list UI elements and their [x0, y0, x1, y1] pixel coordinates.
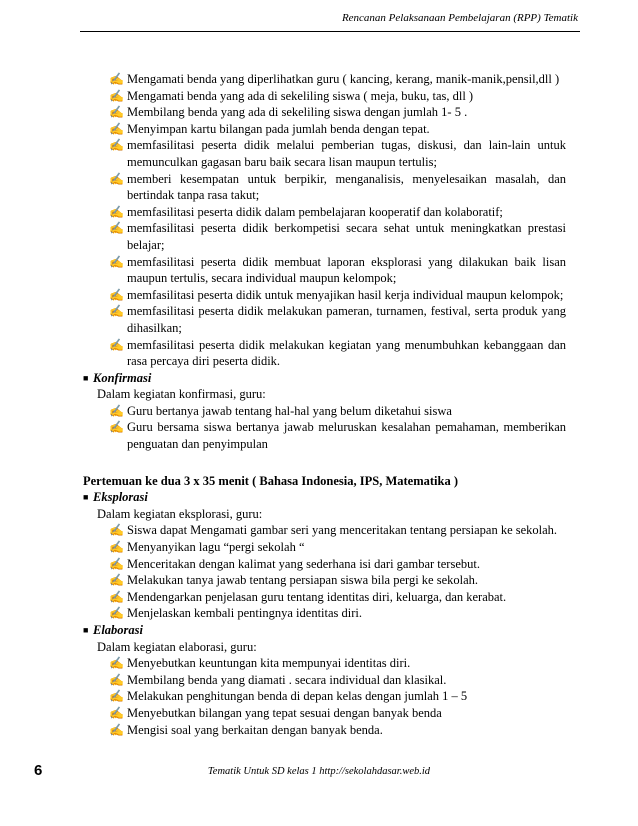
list-item — [83, 71, 566, 88]
list-item — [83, 589, 566, 606]
list-item-text: Melakukan penghitungan benda di depan kelas dengan jumlah 1 – 5 — [127, 689, 468, 704]
pen-bullet-icon: ✍ — [109, 556, 124, 571]
konfirmasi-intro: Dalam kegiatan konfirmasi, guru: — [97, 387, 266, 402]
list-item-text: Menyanyikan lagu “pergi sekolah “ — [127, 540, 305, 555]
list-item-text: Menceritakan dengan kalimat yang sederhana isi dari gambar tersebut. — [127, 556, 480, 571]
pen-bullet-icon: ✍ — [109, 573, 124, 588]
list-item-text: Guru bersama siswa bertanya jawab meluruskan kesalahan pemahaman, memberikan penguatan dan penyimpulan — [127, 420, 566, 452]
pen-bullet-icon: ✍ — [109, 287, 124, 302]
list-item-text: Menyimpan kartu bilangan pada jumlah benda dengan tepat. — [127, 121, 430, 136]
list-item — [83, 722, 566, 739]
list-item-text: Menjelaskan kembali pentingnya identitas diri. — [127, 606, 363, 621]
list-item-text: Menyebutkan keuntungan kita mempunyai identitas diri. — [127, 656, 411, 671]
pen-bullet-icon: ✍ — [109, 589, 124, 604]
pen-bullet-icon: ✍ — [109, 138, 124, 153]
list-item-text: memfasilitasi peserta didik melakukan kegiatan yang menumbuhkan kebanggaan dan rasa percaya diri peserta didik. — [127, 337, 566, 369]
list-item-text: memfasilitasi peserta didik berkompetisi secara sehat untuk meningkatkan prestasi belajar; — [127, 221, 566, 252]
list-item-text: Guru bertanya jawab tentang hal-hal yang belum diketahui siswa — [127, 403, 452, 418]
header-rule — [80, 31, 580, 32]
list-item — [83, 337, 566, 370]
list-item — [83, 655, 566, 672]
pen-bullet-icon: ✍ — [109, 204, 124, 219]
list-item — [83, 705, 566, 722]
list-item-text: Mengamati benda yang ada di sekeliling siswa ( meja, buku, tas, dll ) — [127, 88, 474, 103]
page-number: 6 — [34, 762, 43, 779]
pen-bullet-icon: ✍ — [109, 254, 124, 269]
list-item-text: memberi kesempatan untuk berpikir, menganalisis, menyelesaikan masalah, dan bertindak tanpa rasa takut; — [127, 171, 566, 203]
konfirmasi-label: Konfirmasi — [93, 370, 152, 385]
page-content — [83, 71, 566, 738]
activity-list — [83, 71, 566, 370]
pen-bullet-icon: ✍ — [109, 722, 124, 737]
list-item — [83, 688, 566, 705]
footer-text: Tematik Untuk SD kelas 1 http://sekolahdasar.web.id — [207, 766, 431, 777]
pen-bullet-icon: ✍ — [109, 705, 124, 720]
list-item-text: Membilang benda yang ada di sekeliling siswa dengan jumlah 1- 5 . — [127, 105, 468, 120]
list-item — [83, 220, 566, 253]
list-item — [83, 605, 566, 622]
pen-bullet-icon: ✍ — [109, 540, 124, 555]
list-item — [83, 539, 566, 556]
pen-bullet-icon: ✍ — [109, 656, 124, 671]
list-item — [83, 204, 566, 221]
running-header: Rencanan Pelaksanaan Pembelajaran (RPP) Tematik — [341, 12, 578, 24]
list-item — [83, 121, 566, 138]
list-item-text: Mendengarkan penjelasan guru tentang identitas diri, keluarga, dan kerabat. — [127, 589, 507, 604]
pen-bullet-icon: ✍ — [109, 672, 124, 687]
pen-bullet-icon: ✍ — [109, 105, 124, 120]
pen-bullet-icon: ✍ — [109, 88, 124, 103]
list-item — [83, 303, 566, 336]
list-item-text: memfasilitasi peserta didik untuk menyajikan hasil kerja individual maupun kelompok; — [127, 287, 564, 302]
list-item-text: memfasilitasi peserta didik melakukan pameran, turnamen, festival, serta produk yang dihasilkan; — [127, 304, 566, 335]
list-item-text: memfasilitasi peserta didik dalam pembelajaran kooperatif dan kolaboratif; — [127, 204, 503, 219]
list-item — [83, 137, 566, 170]
list-item — [83, 419, 566, 452]
square-bullet-icon: ■ — [83, 492, 89, 503]
pen-bullet-icon: ✍ — [109, 420, 124, 435]
meeting-title: Pertemuan ke dua 3 x 35 menit ( Bahasa Indonesia, IPS, Matematika ) — [83, 473, 459, 488]
list-item — [83, 522, 566, 539]
list-item — [83, 572, 566, 589]
eksplorasi-list — [83, 522, 566, 622]
pen-bullet-icon: ✍ — [109, 523, 124, 538]
eksplorasi-label: Eksplorasi — [93, 490, 148, 505]
list-item-text: Melakukan tanya jawab tentang persiapan siswa bila pergi ke sekolah. — [127, 573, 479, 588]
list-item-text: Siswa dapat Mengamati gambar seri yang menceritakan tentang persiapan ke sekolah. — [127, 523, 558, 538]
list-item-text: memfasilitasi peserta didik melalui pemberian tugas, diskusi, dan lain-lain untuk memunculkan gagasan baru baik secara lisan maupun tertulis; — [127, 138, 566, 169]
elaborasi-intro: Dalam kegiatan elaborasi, guru: — [97, 639, 257, 654]
pen-bullet-icon: ✍ — [109, 171, 124, 186]
list-item — [83, 672, 566, 689]
elaborasi-label: Elaborasi — [93, 623, 144, 637]
eksplorasi-intro: Dalam kegiatan eksplorasi, guru: — [97, 506, 263, 521]
list-item-text: Menyebutkan bilangan yang tepat sesuai dengan banyak benda — [127, 705, 442, 720]
pen-bullet-icon: ✍ — [109, 403, 124, 418]
square-bullet-icon: ■ — [83, 372, 89, 383]
konfirmasi-list — [83, 403, 566, 453]
pen-bullet-icon: ✍ — [109, 304, 124, 319]
list-item-text: Membilang benda yang diamati . secara individual dan klasikal. — [127, 672, 447, 687]
list-item-text: Mengamati benda yang diperlihatkan guru ( kancing, kerang, manik-manik,pensil,dll ) — [127, 72, 560, 86]
list-item — [83, 171, 566, 204]
list-item — [83, 104, 566, 121]
elaborasi-list — [83, 655, 566, 738]
pen-bullet-icon: ✍ — [109, 606, 124, 621]
list-item-text: memfasilitasi peserta didik membuat laporan eksplorasi yang dilakukan baik lisan maupun tertulis, secara individual maupun kelompok; — [127, 254, 566, 286]
list-item — [83, 254, 566, 287]
list-item — [83, 287, 566, 304]
eksplorasi-heading — [83, 489, 566, 506]
pen-bullet-icon: ✍ — [109, 689, 124, 704]
list-item — [83, 403, 566, 420]
list-item-text: Mengisi soal yang berkaitan dengan banyak benda. — [127, 722, 383, 737]
pen-bullet-icon: ✍ — [109, 121, 124, 136]
konfirmasi-heading — [83, 370, 566, 387]
pen-bullet-icon: ✍ — [109, 221, 124, 236]
pen-bullet-icon: ✍ — [109, 337, 124, 352]
list-item — [83, 556, 566, 573]
list-item — [83, 88, 566, 105]
elaborasi-heading — [83, 622, 566, 639]
pen-bullet-icon: ✍ — [109, 72, 124, 86]
square-bullet-icon: ■ — [83, 625, 89, 635]
